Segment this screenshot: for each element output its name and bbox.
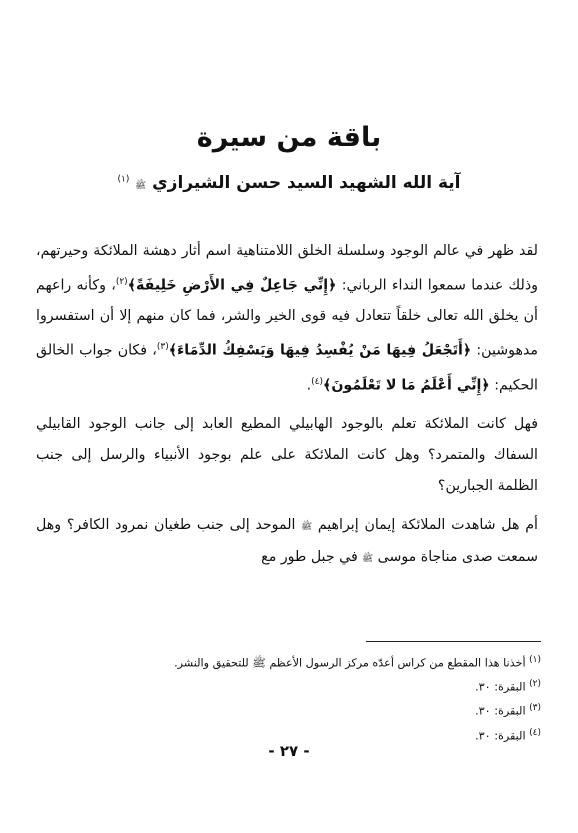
paragraph-text: فهل كانت الملائكة تعلم بالوجود الهابيلي المطيع العابد إلى جانب الوجود القابيلي السفاك والمتمرد؟ وهل كانت الملائكة على علم بوجود الأنبياء والرسل إلى جنب الظلمة الجبارين؟: [36, 416, 538, 494]
paragraph-text: لقد ظهر في عالم الوجود وسلسلة الخلق اللامتناهية اسم أثار دهشة الملائكة وحيرتهم، وذلك عندما سمعوا النداء الرباني:: [36, 243, 539, 294]
honorific-symbol: ﷺ: [135, 181, 147, 191]
paragraph: [36, 409, 538, 501]
paragraph-text: .: [306, 377, 312, 394]
footnote-text: أخذنا هذا المقطع من كراس أعدّه مركز الرسول الأعظم ﷺ للتحقيق والنشر.: [174, 656, 530, 670]
footnote-ref: (٣): [156, 342, 169, 353]
paragraph-text: أم هل شاهدت الملائكة إيمان إبراهيم: [312, 516, 538, 533]
paragraph-text: ، فكان جواب الخالق الحكيم:: [36, 342, 538, 394]
footnote-number: (٢): [529, 679, 541, 690]
footnote-ref: (٢): [115, 276, 128, 287]
footnote-number: (٤): [529, 727, 541, 738]
footnote-text: البقرة: ٣٠.: [475, 705, 530, 719]
honorific-symbol: ﷺ: [301, 521, 313, 532]
footnote-text: البقرة: ٣٠.: [475, 729, 530, 743]
quran-verse: ﴿إِنِّي جَاعِلٌ فِي الأَرْضِ خَلِيفَةً﴾: [127, 277, 337, 294]
subtitle-text: آية الله الشهيد السيد حسن الشيرازي: [152, 173, 461, 193]
footnote-number: (١): [529, 655, 541, 665]
footnote-number: (٣): [529, 703, 541, 714]
body-text: [36, 236, 538, 575]
paragraph-text: في جبل طور مع: [261, 549, 363, 566]
paragraph-text: الموحد إلى جنب طغيان نمرود الكافر؟ وهل سمعت صدى مناجاة موسى: [36, 516, 538, 566]
footnote-ref: (٤): [311, 376, 323, 387]
paragraph-text: ، وكأنه راعهم أن يخلق الله تعالى خلقاً تتعادل فيه قوى الخير والشر، فما كان منهم إلا أن استفسروا مدهوشين:: [36, 277, 539, 359]
quran-verse: ﴿إِنِّي أَعْلَمُ مَا لا تَعْلَمُونَ﴾: [323, 377, 490, 394]
footnote: [40, 698, 541, 722]
footnote: [40, 650, 541, 674]
paragraph: [36, 236, 538, 401]
honorific-symbol: ﷺ: [362, 554, 374, 565]
footnote-divider: [366, 641, 541, 642]
paragraph: [36, 510, 538, 576]
quran-verse: ﴿أَتَجْعَلُ فِيهَا مَنْ يُفْسِدُ فِيهَا وَيَسْفِكُ الدِّمَاءَ﴾: [168, 342, 472, 359]
page-number: - ٢٧ -: [268, 742, 310, 760]
footnote-ref-1: (١): [117, 174, 130, 185]
footnotes: [40, 650, 541, 747]
page-title: باقة من سيرة: [196, 122, 382, 153]
footnote-text: البقرة: ٣٠.: [475, 680, 530, 694]
page-subtitle: [40, 173, 538, 193]
footnote: [40, 674, 541, 698]
